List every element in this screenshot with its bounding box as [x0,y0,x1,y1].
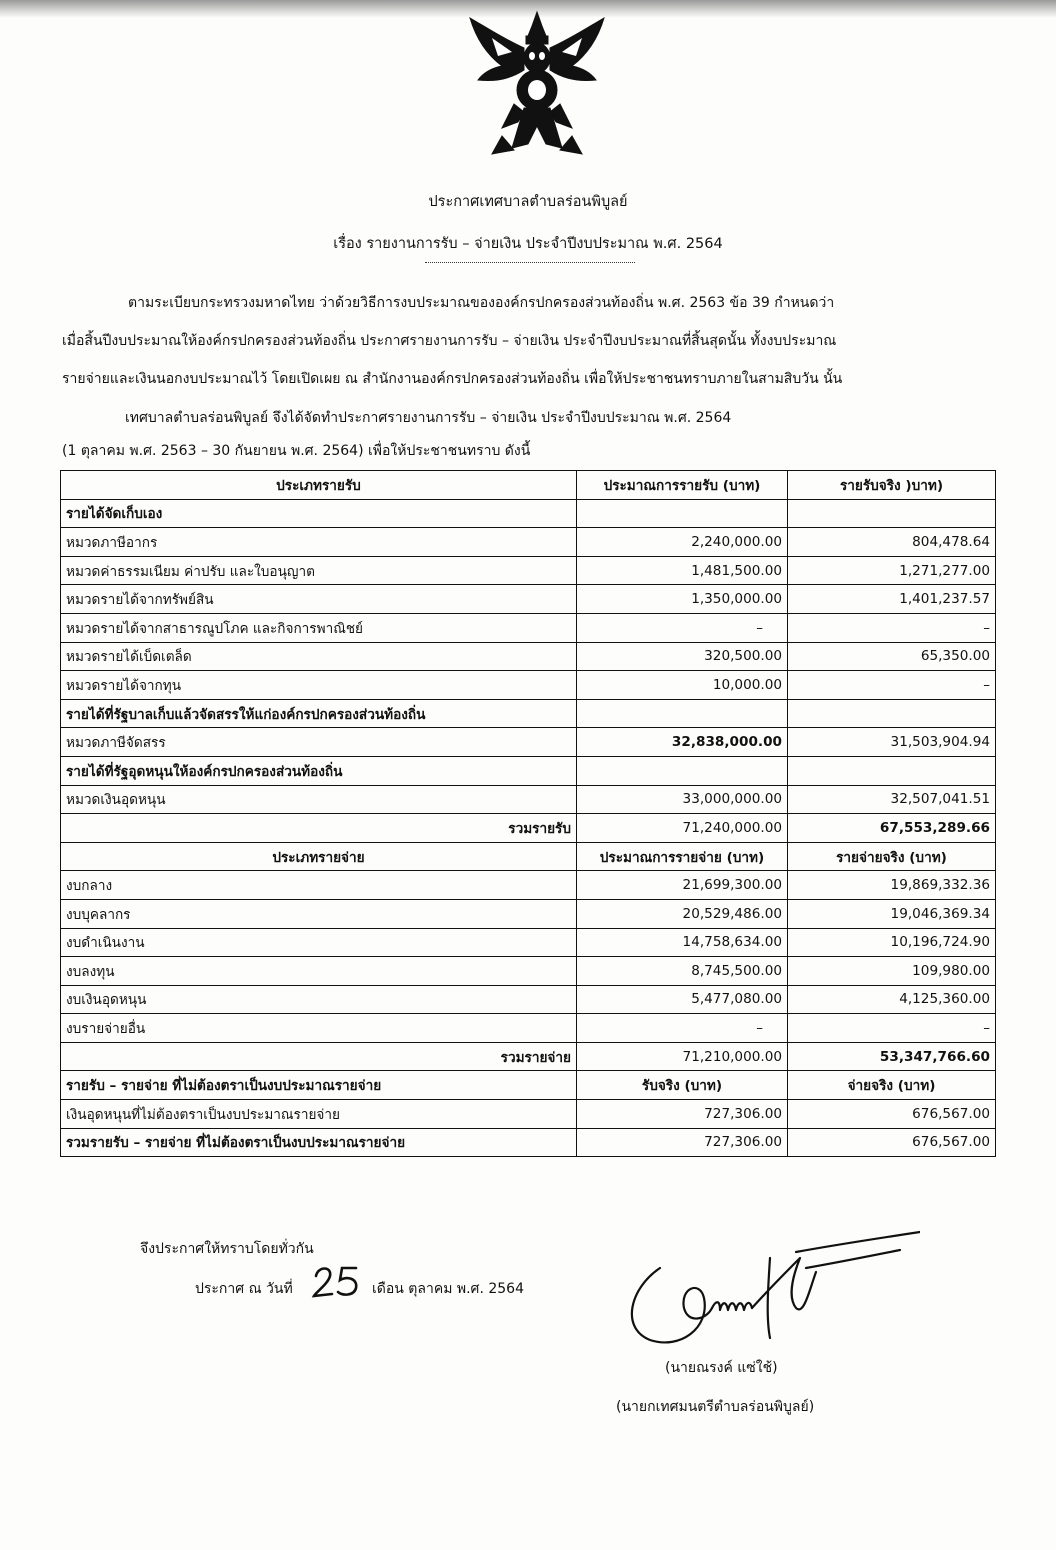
expense-total-actual: 53,347,766.60 [788,1042,996,1071]
income-budget-header: ประมาณการรายรับ (บาท) [577,471,788,500]
row-label: งบลงทุน [61,957,577,986]
row-label: หมวดรายได้จากทรัพย์สิน [61,585,577,614]
row-label: งบรายจ่ายอื่น [61,1014,577,1043]
signature-icon [620,1228,920,1368]
row-actual: – [788,671,996,700]
row-budget: 1,481,500.00 [577,556,788,585]
income-total-budget: 71,240,000.00 [577,814,788,843]
row-budget: 10,000.00 [577,671,788,700]
closing-announcement: จึงประกาศให้ทราบโดยทั่วกัน [140,1241,314,1257]
section-label: รายได้ที่รัฐบาลเก็บแล้วจัดสรรให้แก่องค์กรปกครองส่วนท้องถิ่น [61,699,577,728]
row-actual: 19,046,369.34 [788,899,996,928]
section-label: รายได้ที่รัฐอุดหนุนให้องค์กรปกครองส่วนท้องถิ่น [61,756,577,785]
section-row [61,699,996,728]
table-row [61,1100,996,1129]
row-budget: 33,000,000.00 [577,785,788,814]
section-row [61,756,996,785]
row-actual: 65,350.00 [788,642,996,671]
row-paid: 676,567.00 [788,1100,996,1129]
announcement-title: ประกาศเทศบาลตำบลร่อนพิบูลย์ [428,194,628,210]
handwritten-day [310,1262,370,1302]
income-total-actual: 67,553,289.66 [788,814,996,843]
row-actual: – [788,613,996,642]
row-budget: 32,838,000.00 [577,728,788,757]
row-budget: 21,699,300.00 [577,871,788,900]
table-row [61,613,996,642]
row-actual: 19,869,332.36 [788,871,996,900]
income-type-header: ประเภทรายรับ [61,471,577,500]
body-paragraph-1: ตามระเบียบกระทรวงมหาดไทย ว่าด้วยวิธีการงบประมาณขององค์กรปกครองส่วนท้องถิ่น พ.ศ. 2563 ข้อ 39 กำหนดว่า [128,295,835,311]
offbudget-received-header: รับจริง (บาท) [577,1071,788,1100]
row-actual: – [788,1014,996,1043]
row-budget: 320,500.00 [577,642,788,671]
row-label: งบบุคลากร [61,899,577,928]
table-row [61,642,996,671]
section-row [61,499,996,528]
row-budget: – [577,1014,788,1043]
table-row [61,871,996,900]
row-budget: 8,745,500.00 [577,957,788,986]
row-budget: 5,477,080.00 [577,985,788,1014]
garuda-emblem-icon [462,8,612,158]
expense-actual-header: รายจ่ายจริง (บาท) [788,842,996,871]
row-label: หมวดเงินอุดหนุน [61,785,577,814]
offbudget-total-label: รวมรายรับ – รายจ่าย ที่ไม่ต้องตราเป็นงบประมาณรายจ่าย [61,1128,577,1157]
row-budget: – [577,613,788,642]
body-paragraph-4: เทศบาลตำบลร่อนพิบูลย์ จึงได้จัดทำประกาศรายงานการรับ – จ่ายเงิน ประจำปีงบประมาณ พ.ศ. 2564 [125,410,732,426]
offbudget-type-header: รายรับ – รายจ่าย ที่ไม่ต้องตราเป็นงบประมาณรายจ่าย [61,1071,577,1100]
row-label: หมวดค่าธรรมเนียม ค่าปรับ และใบอนุญาต [61,556,577,585]
expense-total-budget: 71,210,000.00 [577,1042,788,1071]
table-row [61,556,996,585]
table-row [61,528,996,557]
table-row [61,899,996,928]
signer-name: (นายณรงค์ แซ่ใช้) [665,1360,778,1376]
announcement-subject: เรื่อง รายงานการรับ – จ่ายเงิน ประจำปีงบประมาณ พ.ศ. 2564 [333,236,723,252]
row-label: หมวดรายได้จากสาธารณูปโภค และกิจการพาณิชย์ [61,613,577,642]
table-row [61,957,996,986]
date-prefix: ประกาศ ณ วันที่ [195,1281,293,1297]
body-paragraph-3: รายจ่ายและเงินนอกงบประมาณไว้ โดยเปิดเผย ณ สำนักงานองค์กรปกครองส่วนท้องถิ่น เพื่อให้ประชาชนทราบภายในสามสิบวัน นั้น [62,371,843,387]
row-label: เงินอุดหนุนที่ไม่ต้องตราเป็นงบประมาณรายจ่าย [61,1100,577,1129]
body-paragraph-2: เมื่อสิ้นปีงบประมาณให้องค์กรปกครองส่วนท้องถิ่น ประกาศรายงานการรับ – จ่ายเงิน ประจำปีงบประมาณที่สิ้นสุดนั้น ทั้งงบประมาณ [62,333,837,349]
row-actual: 31,503,904.94 [788,728,996,757]
table-row [61,985,996,1014]
row-actual: 32,507,041.51 [788,785,996,814]
row-label: งบกลาง [61,871,577,900]
table-row [61,1014,996,1043]
row-actual: 10,196,724.90 [788,928,996,957]
offbudget-total-received: 727,306.00 [577,1128,788,1157]
table-row [61,928,996,957]
expense-type-header: ประเภทรายจ่าย [61,842,577,871]
table-row [61,728,996,757]
row-label: หมวดรายได้เบ็ดเตล็ด [61,642,577,671]
row-budget: 14,758,634.00 [577,928,788,957]
row-actual: 4,125,360.00 [788,985,996,1014]
offbudget-paid-header: จ่ายจริง (บาท) [788,1071,996,1100]
row-label: หมวดภาษีจัดสรร [61,728,577,757]
dotted-separator [425,262,635,263]
expense-total-row [61,1042,996,1071]
offbudget-header-row [61,1071,996,1100]
income-actual-header: รายรับจริง )บาท) [788,471,996,500]
offbudget-total-row [61,1128,996,1157]
row-budget: 2,240,000.00 [577,528,788,557]
revenue-expense-table [60,470,996,1157]
row-actual: 1,271,277.00 [788,556,996,585]
income-total-label: รวมรายรับ [61,814,577,843]
row-actual: 1,401,237.57 [788,585,996,614]
table-row [61,785,996,814]
signer-position: (นายกเทศมนตรีตำบลร่อนพิบูลย์) [616,1399,815,1415]
row-label: งบดำเนินงาน [61,928,577,957]
row-actual: 109,980.00 [788,957,996,986]
row-budget: 1,350,000.00 [577,585,788,614]
table-row [61,671,996,700]
row-actual: 804,478.64 [788,528,996,557]
expense-header-row [61,842,996,871]
row-label: หมวดภาษีอากร [61,528,577,557]
expense-budget-header: ประมาณการรายจ่าย (บาท) [577,842,788,871]
table-row [61,585,996,614]
income-header-row [61,471,996,500]
offbudget-total-paid: 676,567.00 [788,1128,996,1157]
section-label: รายได้จัดเก็บเอง [61,499,577,528]
row-label: งบเงินอุดหนุน [61,985,577,1014]
row-label: หมวดรายได้จากทุน [61,671,577,700]
body-paragraph-5: (1 ตุลาคม พ.ศ. 2563 – 30 กันยายน พ.ศ. 2564) เพื่อให้ประชาชนทราบ ดังนี้ [62,443,531,459]
date-suffix: เดือน ตุลาคม พ.ศ. 2564 [372,1281,524,1297]
income-total-row [61,814,996,843]
row-received: 727,306.00 [577,1100,788,1129]
expense-total-label: รวมรายจ่าย [61,1042,577,1071]
row-budget: 20,529,486.00 [577,899,788,928]
